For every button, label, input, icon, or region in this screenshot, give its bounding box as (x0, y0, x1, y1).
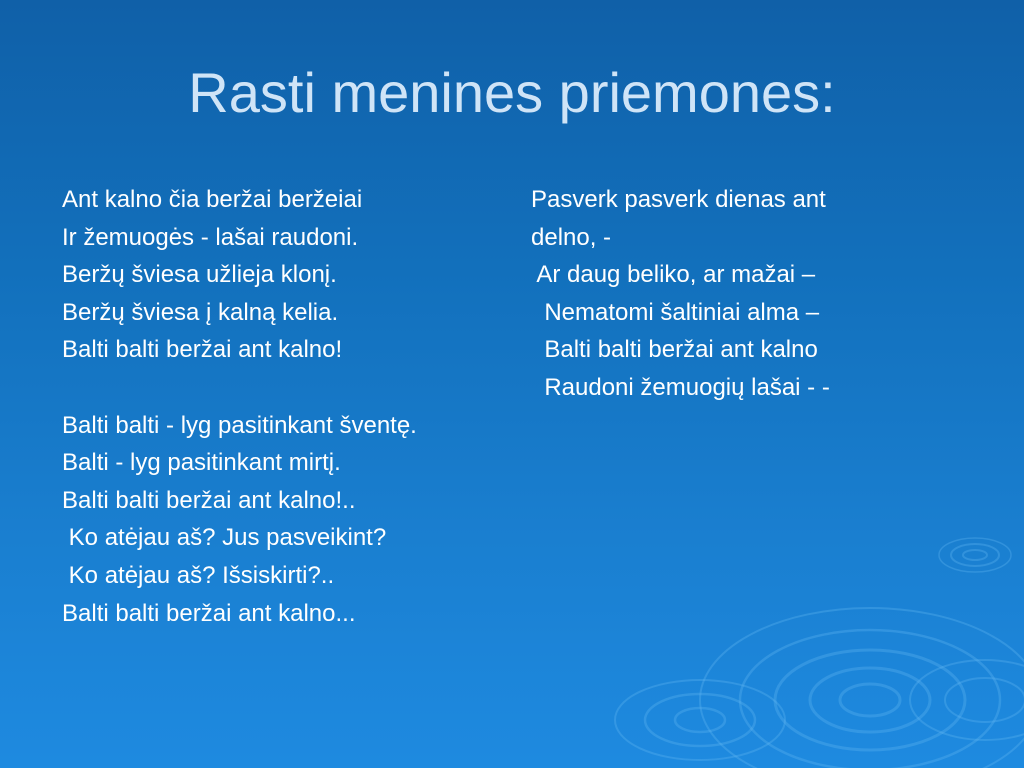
poem-line: Ant kalno čia beržai beržeiai (62, 186, 363, 213)
poem-line: Balti balti beržai ant kalno (531, 336, 818, 364)
poem-line: Balti balti beržai ant kalno... (62, 599, 356, 627)
poem-line: Ar daug beliko, ar mažai – (531, 261, 816, 289)
poem-line: Raudoni žemuogių lašai - - (531, 373, 830, 401)
poem-line: Balti balti - lyg pasitinkant šventę. (62, 411, 417, 439)
poem-left-column (62, 181, 502, 632)
poem-line: Balti - lyg pasitinkant mirtį. (62, 449, 341, 477)
poem-line: Beržų šviesa užlieja klonį. (62, 261, 337, 289)
poem-line: Ko atėjau aš? Jus pasveikint? (62, 524, 387, 552)
poem-line: Ir žemuogės - lašai raudoni. (62, 223, 359, 251)
poem-right-column (531, 181, 1001, 407)
poem-line (62, 369, 502, 407)
poem-line: Balti balti beržai ant kalno! (62, 336, 343, 364)
poem-line: delno, - (531, 223, 612, 251)
poem-line: Ko atėjau aš? Išsiskirti?.. (62, 561, 335, 589)
poem-line: Balti balti beržai ant kalno!.. (62, 486, 356, 514)
poem-line: Beržų šviesa į kalną kelia. (62, 298, 339, 326)
slide-title: Rasti menines priemones: (188, 61, 836, 124)
poem-line: Nematomi šaltiniai alma – (531, 298, 820, 326)
poem-line: Pasverk pasverk dienas ant (531, 186, 826, 213)
